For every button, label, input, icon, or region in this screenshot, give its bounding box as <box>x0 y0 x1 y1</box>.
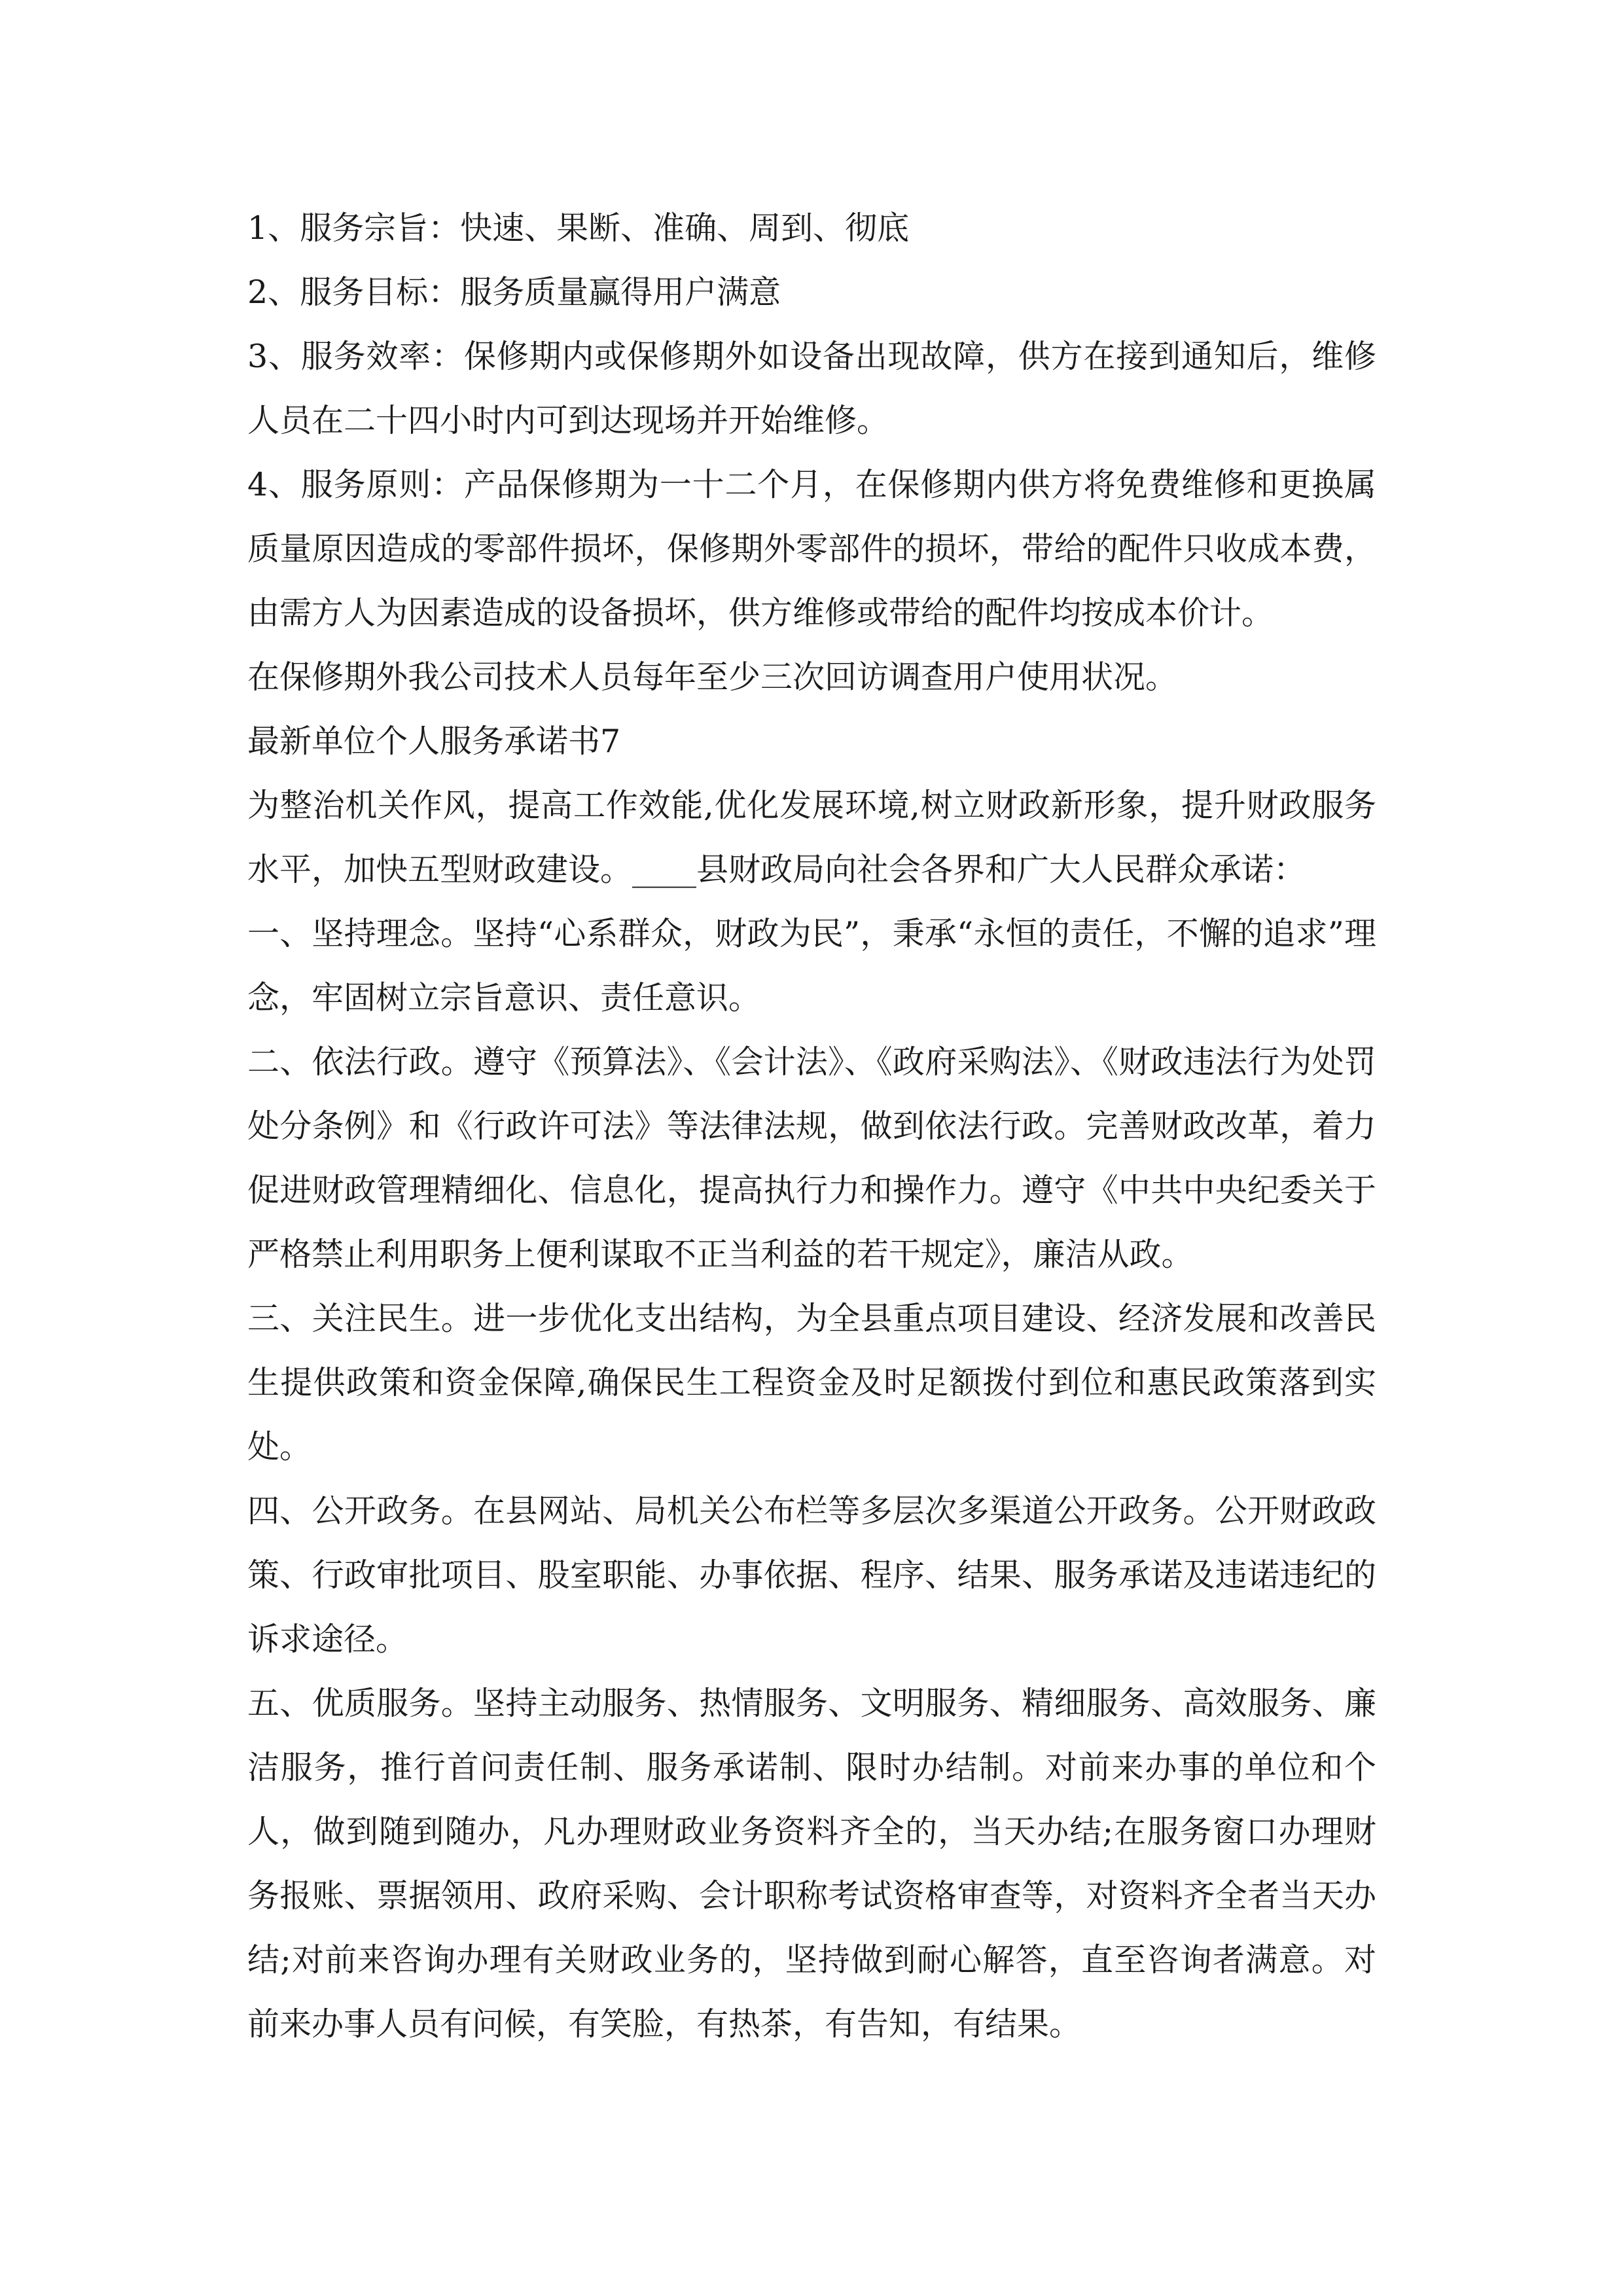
paragraph-livelihood: 三、关注民生。进一步优化支出结构，为全县重点项目建设、经济发展和改善民生提供政策和资金保障,确保民生工程资金及时足额拨付到位和惠民政策落到实处。 <box>247 1300 1376 1465</box>
paragraph-lawful-administration: 二、依法行政。遵守《预算法》、《会计法》、《政府采购法》、《财政违法行为处罚处分条例》和《行政许可法》等法律法规，做到依法行政。完善财政改革，着力促进财政管理精细化、信息化，提高执行力和操作力。遵守《中共中央纪委关于严格禁止利用职务上便利谋取不正当利益的若干规定》，廉洁从政。 <box>247 1043 1376 1273</box>
paragraph-open-affairs: 四、公开政务。在县网站、局机关公布栏等多层次多渠道公开政务。公开财政政策、行政审批项目、股室职能、办事依据、程序、结果、服务承诺及违诺违纪的诉求途径。 <box>247 1492 1376 1658</box>
paragraph-adhere-concept: 一、坚持理念。坚持“心系群众，财政为民”，秉承“永恒的责任，不懈的追求”理念，牢固树立宗旨意识、责任意识。 <box>247 915 1376 1016</box>
section-heading: 最新单位个人服务承诺书7 <box>247 723 621 760</box>
paragraph-quality-service: 五、优质服务。坚持主动服务、热情服务、文明服务、精细服务、高效服务、廉洁服务，推行首问责任制、服务承诺制、限时办结制。对前来办事的单位和个人，做到随到随办，凡办理财政业务资料齐全的，当天办结;在服务窗口办理财务报账、票据领用、政府采购、会计职称考试资格审查等，对资料齐全者当天办结;对前来咨询办理有关财政业务的，坚持做到耐心解答，直至咨询者满意。对前来办事人员有问候，有笑脸，有热茶，有告知，有结果。 <box>247 1685 1376 2043</box>
paragraph-service-efficiency: 3、服务效率：保修期内或保修期外如设备出现故障，供方在接到通知后，维修人员在二十四小时内可到达现场并开始维修。 <box>247 338 1376 439</box>
paragraph-intro: 为整治机关作风，提高工作效能,优化发展环境,树立财政新形象，提升财政服务水平，加快五型财政建设。____县财政局向社会各界和广大人民群众承诺： <box>247 787 1376 888</box>
paragraph-follow-up-visits: 在保修期外我公司技术人员每年至少三次回访调查用户使用状况。 <box>247 658 1178 696</box>
paragraph-service-goal: 2、服务目标：服务质量赢得用户满意 <box>247 274 781 311</box>
paragraph-service-principle: 4、服务原则：产品保修期为一十二个月，在保修期内供方将免费维修和更换属质量原因造成的零部件损坏，保修期外零部件的损坏，带给的配件只收成本费，由需方人为因素造成的设备损坏，供方维修或带给的配件均按成本价计。 <box>247 466 1376 632</box>
document-body <box>247 196 1376 2056</box>
paragraph-service-purpose: 1、服务宗旨：快速、果断、准确、周到、彻底 <box>247 209 910 247</box>
